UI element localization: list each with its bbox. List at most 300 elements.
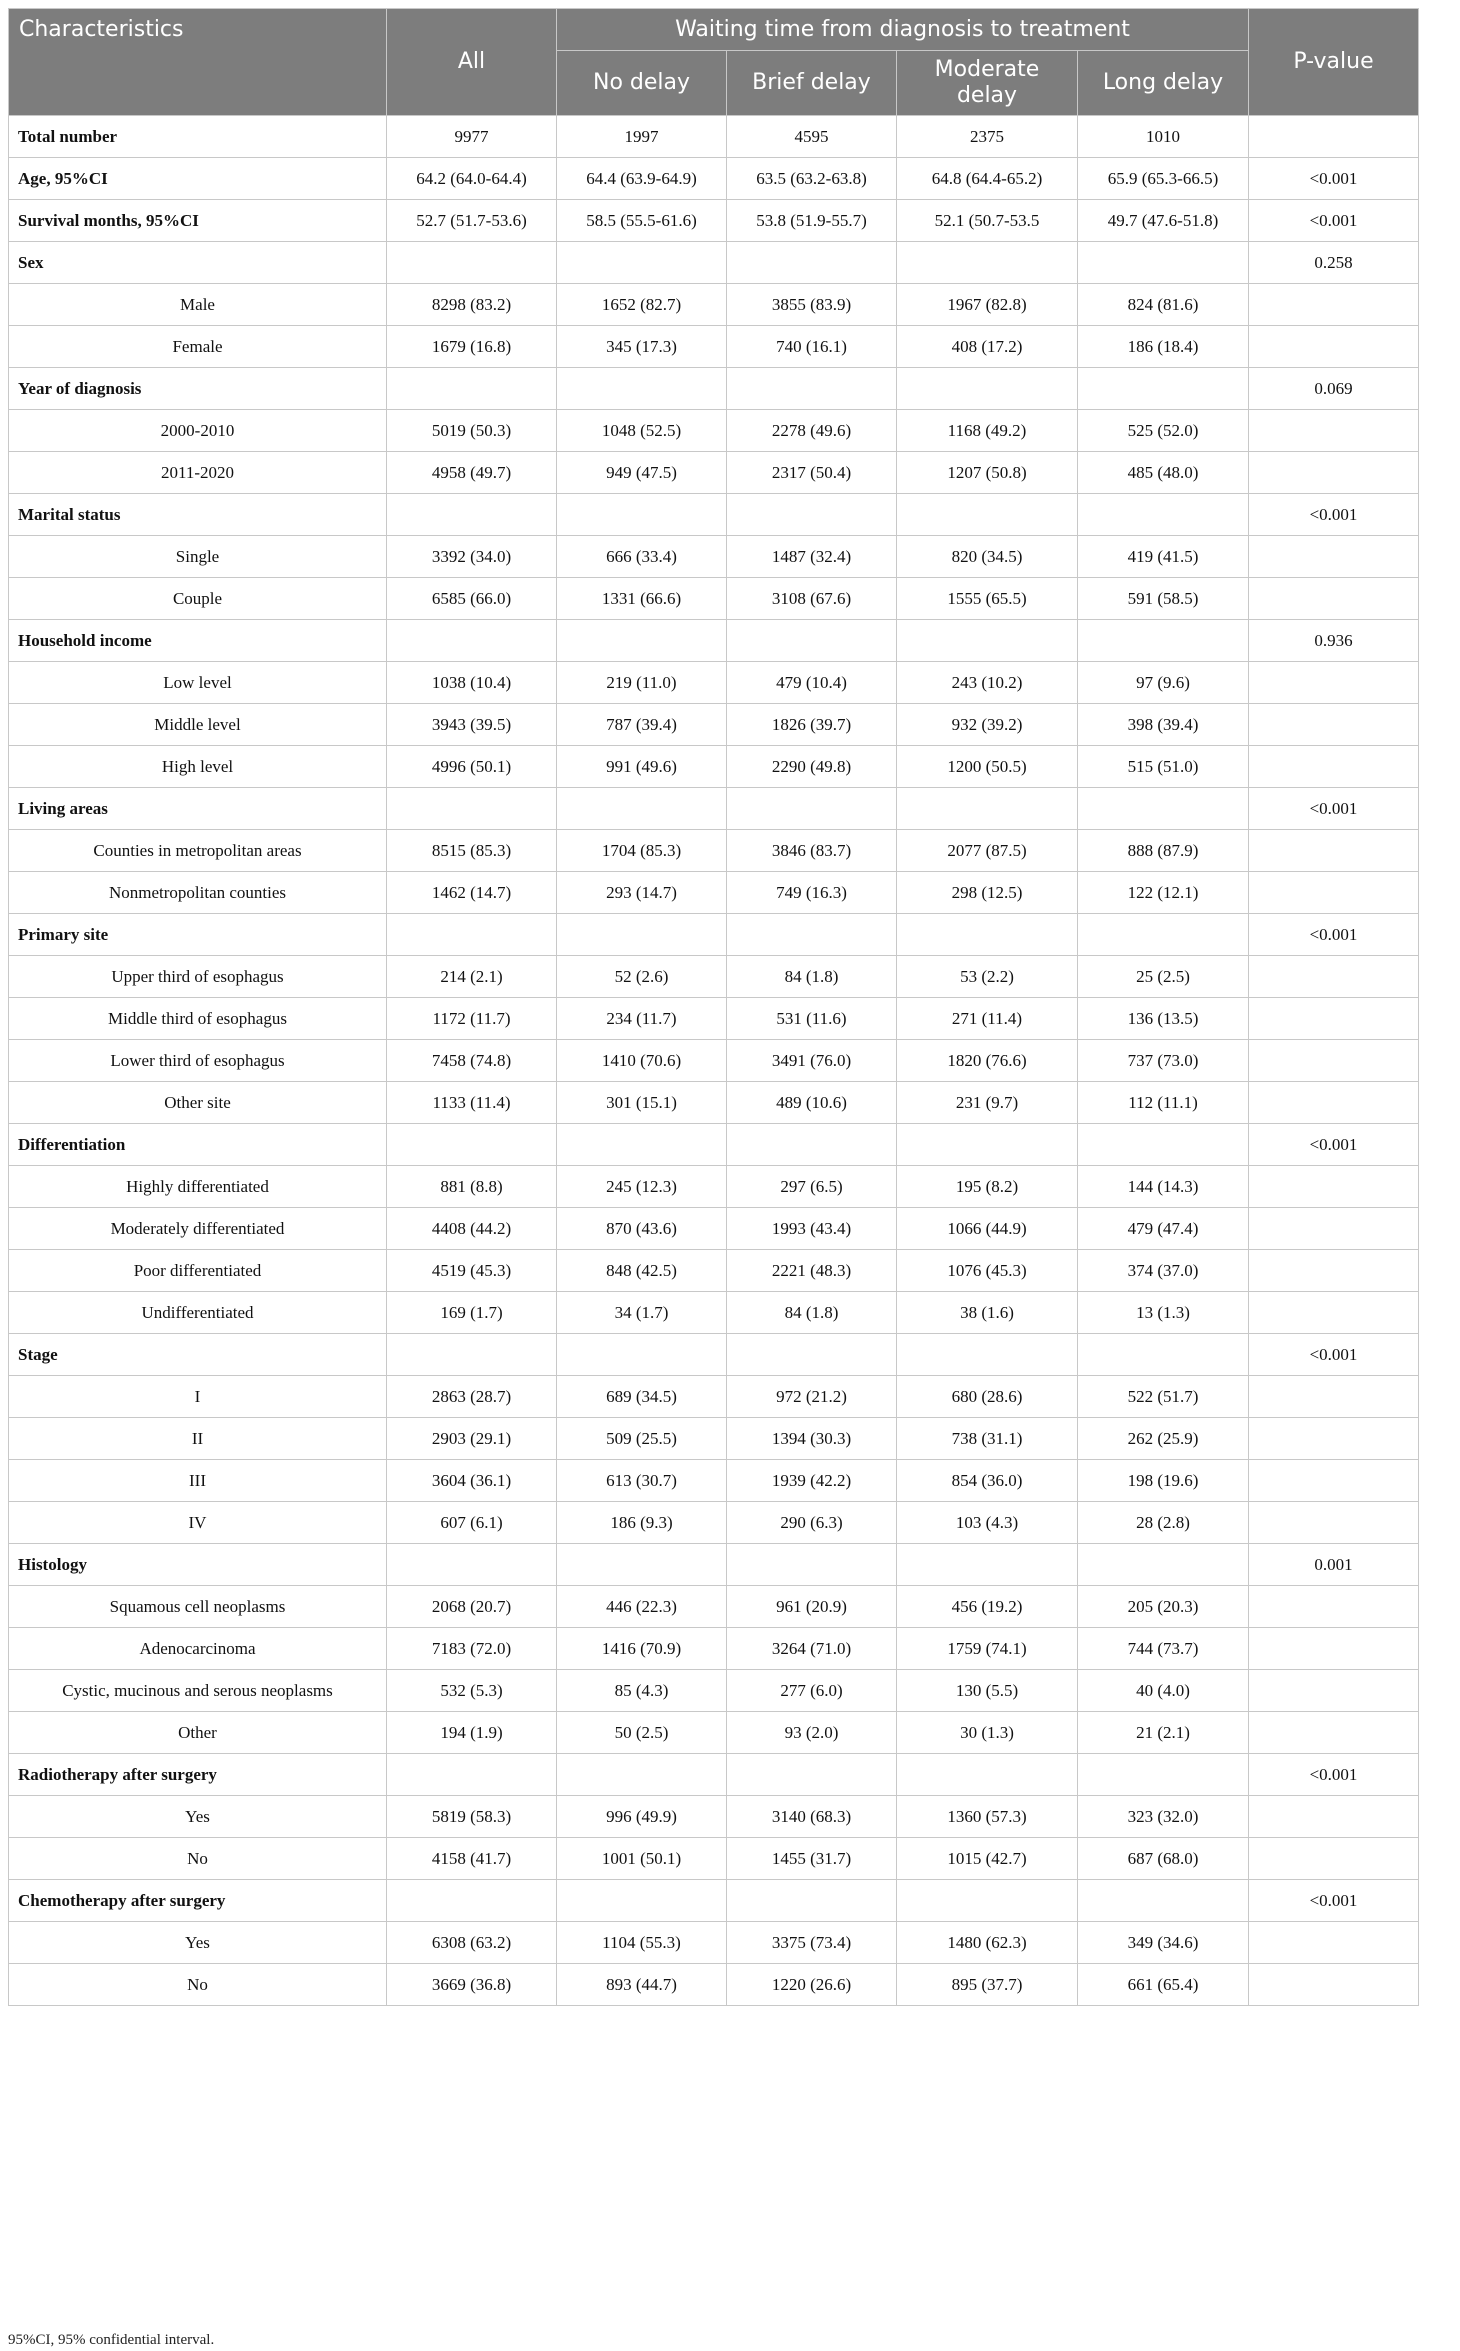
cell-moderate-delay: 738 (31.1) [897, 1418, 1078, 1460]
category-row [9, 242, 1419, 284]
header-waiting-time: Waiting time from diagnosis to treatment [557, 9, 1249, 51]
cell-long-delay: 205 (20.3) [1078, 1586, 1249, 1628]
cell-all: 4408 (44.2) [387, 1208, 557, 1250]
cell-all: 7183 (72.0) [387, 1628, 557, 1670]
row-label: No [9, 1964, 387, 2006]
category-row [9, 368, 1419, 410]
cell-all: 532 (5.3) [387, 1670, 557, 1712]
cell-long-delay: 13 (1.3) [1078, 1292, 1249, 1334]
cell-brief-delay: 290 (6.3) [727, 1502, 897, 1544]
cell-moderate-delay [897, 914, 1078, 956]
cell-no-delay: 50 (2.5) [557, 1712, 727, 1754]
cell-all [387, 914, 557, 956]
cell-p-value: <0.001 [1249, 1880, 1419, 1922]
cell-brief-delay [727, 494, 897, 536]
cell-no-delay: 689 (34.5) [557, 1376, 727, 1418]
subcategory-row [9, 998, 1419, 1040]
category-row [9, 914, 1419, 956]
cell-no-delay [557, 1754, 727, 1796]
cell-no-delay: 996 (49.9) [557, 1796, 727, 1838]
cell-p-value: <0.001 [1249, 914, 1419, 956]
cell-no-delay [557, 620, 727, 662]
cell-no-delay: 234 (11.7) [557, 998, 727, 1040]
cell-p-value [1249, 284, 1419, 326]
cell-brief-delay [727, 1124, 897, 1166]
cell-p-value: <0.001 [1249, 158, 1419, 200]
cell-p-value [1249, 704, 1419, 746]
cell-p-value [1249, 1040, 1419, 1082]
cell-all: 4158 (41.7) [387, 1838, 557, 1880]
cell-p-value [1249, 1250, 1419, 1292]
cell-p-value [1249, 452, 1419, 494]
category-row [9, 116, 1419, 158]
row-label: 2000-2010 [9, 410, 387, 452]
cell-moderate-delay [897, 242, 1078, 284]
cell-long-delay: 515 (51.0) [1078, 746, 1249, 788]
cell-all: 7458 (74.8) [387, 1040, 557, 1082]
cell-moderate-delay: 298 (12.5) [897, 872, 1078, 914]
category-row [9, 1124, 1419, 1166]
cell-no-delay: 52 (2.6) [557, 956, 727, 998]
cell-brief-delay: 3108 (67.6) [727, 578, 897, 620]
cell-moderate-delay: 895 (37.7) [897, 1964, 1078, 2006]
row-label: Moderately differentiated [9, 1208, 387, 1250]
cell-long-delay: 374 (37.0) [1078, 1250, 1249, 1292]
cell-p-value: <0.001 [1249, 200, 1419, 242]
cell-all: 169 (1.7) [387, 1292, 557, 1334]
cell-long-delay: 25 (2.5) [1078, 956, 1249, 998]
cell-p-value [1249, 1208, 1419, 1250]
cell-long-delay [1078, 1334, 1249, 1376]
cell-brief-delay: 3140 (68.3) [727, 1796, 897, 1838]
cell-all: 2903 (29.1) [387, 1418, 557, 1460]
cell-long-delay [1078, 914, 1249, 956]
subcategory-row [9, 1670, 1419, 1712]
category-row [9, 1334, 1419, 1376]
cell-moderate-delay: 130 (5.5) [897, 1670, 1078, 1712]
cell-moderate-delay [897, 1124, 1078, 1166]
cell-long-delay: 198 (19.6) [1078, 1460, 1249, 1502]
cell-all: 1462 (14.7) [387, 872, 557, 914]
cell-p-value [1249, 956, 1419, 998]
cell-moderate-delay: 1967 (82.8) [897, 284, 1078, 326]
subcategory-row [9, 956, 1419, 998]
subcategory-row [9, 536, 1419, 578]
cell-brief-delay [727, 1754, 897, 1796]
cell-moderate-delay: 195 (8.2) [897, 1166, 1078, 1208]
category-row [9, 494, 1419, 536]
cell-no-delay: 245 (12.3) [557, 1166, 727, 1208]
cell-p-value: <0.001 [1249, 1124, 1419, 1166]
cell-no-delay [557, 1124, 727, 1166]
cell-p-value [1249, 1586, 1419, 1628]
cell-all [387, 1880, 557, 1922]
cell-moderate-delay: 243 (10.2) [897, 662, 1078, 704]
cell-long-delay [1078, 368, 1249, 410]
cell-brief-delay: 3375 (73.4) [727, 1922, 897, 1964]
cell-long-delay: 112 (11.1) [1078, 1082, 1249, 1124]
cell-all: 1679 (16.8) [387, 326, 557, 368]
cell-all: 3669 (36.8) [387, 1964, 557, 2006]
row-label: Yes [9, 1922, 387, 1964]
subcategory-row [9, 1082, 1419, 1124]
cell-brief-delay: 2221 (48.3) [727, 1250, 897, 1292]
subcategory-row [9, 1838, 1419, 1880]
cell-moderate-delay: 103 (4.3) [897, 1502, 1078, 1544]
cell-no-delay: 1001 (50.1) [557, 1838, 727, 1880]
cell-brief-delay [727, 1334, 897, 1376]
header-all: All [387, 9, 557, 116]
cell-long-delay [1078, 494, 1249, 536]
cell-brief-delay: 93 (2.0) [727, 1712, 897, 1754]
cell-long-delay: 591 (58.5) [1078, 578, 1249, 620]
cell-moderate-delay: 1066 (44.9) [897, 1208, 1078, 1250]
row-label: Sex [9, 242, 387, 284]
subcategory-row [9, 1922, 1419, 1964]
cell-brief-delay: 3264 (71.0) [727, 1628, 897, 1670]
cell-brief-delay: 84 (1.8) [727, 956, 897, 998]
cell-p-value [1249, 1670, 1419, 1712]
subcategory-row [9, 452, 1419, 494]
cell-all [387, 620, 557, 662]
cell-all: 2863 (28.7) [387, 1376, 557, 1418]
cell-p-value [1249, 410, 1419, 452]
cell-p-value [1249, 1292, 1419, 1334]
subcategory-row [9, 872, 1419, 914]
row-label: Radiotherapy after surgery [9, 1754, 387, 1796]
cell-moderate-delay: 52.1 (50.7-53.5 [897, 200, 1078, 242]
cell-no-delay: 301 (15.1) [557, 1082, 727, 1124]
cell-all: 8515 (85.3) [387, 830, 557, 872]
cell-long-delay: 122 (12.1) [1078, 872, 1249, 914]
cell-moderate-delay [897, 1334, 1078, 1376]
cell-brief-delay: 1826 (39.7) [727, 704, 897, 746]
cell-moderate-delay [897, 1754, 1078, 1796]
row-label: Differentiation [9, 1124, 387, 1166]
cell-all: 881 (8.8) [387, 1166, 557, 1208]
cell-p-value [1249, 1376, 1419, 1418]
cell-all: 4996 (50.1) [387, 746, 557, 788]
category-row [9, 1754, 1419, 1796]
cell-no-delay: 219 (11.0) [557, 662, 727, 704]
cell-brief-delay: 3491 (76.0) [727, 1040, 897, 1082]
subcategory-row [9, 1628, 1419, 1670]
cell-all: 5819 (58.3) [387, 1796, 557, 1838]
row-label: Other [9, 1712, 387, 1754]
cell-all: 8298 (83.2) [387, 284, 557, 326]
header-no-delay: No delay [557, 51, 727, 116]
cell-moderate-delay: 1200 (50.5) [897, 746, 1078, 788]
cell-p-value: 0.001 [1249, 1544, 1419, 1586]
cell-moderate-delay: 1360 (57.3) [897, 1796, 1078, 1838]
cell-moderate-delay: 271 (11.4) [897, 998, 1078, 1040]
cell-long-delay: 262 (25.9) [1078, 1418, 1249, 1460]
cell-moderate-delay: 1759 (74.1) [897, 1628, 1078, 1670]
row-label: Single [9, 536, 387, 578]
cell-long-delay: 419 (41.5) [1078, 536, 1249, 578]
cell-long-delay: 737 (73.0) [1078, 1040, 1249, 1082]
cell-all: 1172 (11.7) [387, 998, 557, 1040]
cell-moderate-delay: 38 (1.6) [897, 1292, 1078, 1334]
cell-long-delay: 40 (4.0) [1078, 1670, 1249, 1712]
cell-moderate-delay: 680 (28.6) [897, 1376, 1078, 1418]
cell-brief-delay: 740 (16.1) [727, 326, 897, 368]
cell-brief-delay: 479 (10.4) [727, 662, 897, 704]
cell-all: 4519 (45.3) [387, 1250, 557, 1292]
cell-moderate-delay: 854 (36.0) [897, 1460, 1078, 1502]
cell-p-value [1249, 662, 1419, 704]
cell-long-delay [1078, 242, 1249, 284]
cell-brief-delay: 489 (10.6) [727, 1082, 897, 1124]
row-label: Histology [9, 1544, 387, 1586]
subcategory-row [9, 1460, 1419, 1502]
cell-moderate-delay: 408 (17.2) [897, 326, 1078, 368]
cell-moderate-delay: 64.8 (64.4-65.2) [897, 158, 1078, 200]
cell-long-delay [1078, 1880, 1249, 1922]
cell-no-delay: 949 (47.5) [557, 452, 727, 494]
row-label: Lower third of esophagus [9, 1040, 387, 1082]
cell-no-delay: 1104 (55.3) [557, 1922, 727, 1964]
cell-p-value [1249, 1964, 1419, 2006]
cell-brief-delay: 1487 (32.4) [727, 536, 897, 578]
subcategory-row [9, 1712, 1419, 1754]
row-label: Middle third of esophagus [9, 998, 387, 1040]
header-moderate-delay-line2: delay [956, 83, 1018, 108]
cell-all: 3943 (39.5) [387, 704, 557, 746]
cell-moderate-delay [897, 1880, 1078, 1922]
cell-moderate-delay: 932 (39.2) [897, 704, 1078, 746]
row-label: Age, 95%CI [9, 158, 387, 200]
cell-p-value [1249, 1628, 1419, 1670]
cell-brief-delay [727, 914, 897, 956]
cell-p-value [1249, 1922, 1419, 1964]
row-label: Other site [9, 1082, 387, 1124]
cell-all: 6308 (63.2) [387, 1922, 557, 1964]
cell-no-delay: 64.4 (63.9-64.9) [557, 158, 727, 200]
row-label: Couple [9, 578, 387, 620]
cell-no-delay: 1652 (82.7) [557, 284, 727, 326]
cell-long-delay [1078, 1754, 1249, 1796]
cell-long-delay: 49.7 (47.6-51.8) [1078, 200, 1249, 242]
row-label: Year of diagnosis [9, 368, 387, 410]
row-label: Adenocarcinoma [9, 1628, 387, 1670]
cell-brief-delay: 1394 (30.3) [727, 1418, 897, 1460]
cell-long-delay: 525 (52.0) [1078, 410, 1249, 452]
cell-brief-delay [727, 242, 897, 284]
cell-p-value: 0.069 [1249, 368, 1419, 410]
header-brief-delay: Brief delay [727, 51, 897, 116]
cell-all: 9977 [387, 116, 557, 158]
cell-moderate-delay [897, 1544, 1078, 1586]
cell-all [387, 1754, 557, 1796]
cell-p-value [1249, 1502, 1419, 1544]
cell-p-value [1249, 1712, 1419, 1754]
cell-brief-delay: 3855 (83.9) [727, 284, 897, 326]
cell-all: 607 (6.1) [387, 1502, 557, 1544]
cell-no-delay: 446 (22.3) [557, 1586, 727, 1628]
cell-brief-delay: 749 (16.3) [727, 872, 897, 914]
cell-moderate-delay [897, 368, 1078, 410]
row-label: Chemotherapy after surgery [9, 1880, 387, 1922]
cell-moderate-delay [897, 494, 1078, 536]
cell-long-delay: 136 (13.5) [1078, 998, 1249, 1040]
row-label: I [9, 1376, 387, 1418]
cell-long-delay: 21 (2.1) [1078, 1712, 1249, 1754]
cell-p-value [1249, 1418, 1419, 1460]
row-label: Counties in metropolitan areas [9, 830, 387, 872]
cell-brief-delay: 53.8 (51.9-55.7) [727, 200, 897, 242]
cell-no-delay: 666 (33.4) [557, 536, 727, 578]
row-label: Squamous cell neoplasms [9, 1586, 387, 1628]
cell-all: 1133 (11.4) [387, 1082, 557, 1124]
cell-p-value [1249, 998, 1419, 1040]
row-label: Primary site [9, 914, 387, 956]
cell-moderate-delay: 53 (2.2) [897, 956, 1078, 998]
cell-no-delay [557, 242, 727, 284]
cell-moderate-delay: 1820 (76.6) [897, 1040, 1078, 1082]
table-footnote: 95%CI, 95% confidential interval. [8, 2332, 215, 2348]
cell-all: 4958 (49.7) [387, 452, 557, 494]
cell-moderate-delay: 456 (19.2) [897, 1586, 1078, 1628]
cell-all: 64.2 (64.0-64.4) [387, 158, 557, 200]
cell-brief-delay: 1455 (31.7) [727, 1838, 897, 1880]
subcategory-row [9, 410, 1419, 452]
cell-brief-delay: 1993 (43.4) [727, 1208, 897, 1250]
cell-no-delay: 991 (49.6) [557, 746, 727, 788]
cell-brief-delay: 961 (20.9) [727, 1586, 897, 1628]
cell-p-value [1249, 1838, 1419, 1880]
cell-brief-delay: 4595 [727, 116, 897, 158]
row-label: IV [9, 1502, 387, 1544]
header-long-delay: Long delay [1078, 51, 1249, 116]
category-row [9, 1880, 1419, 1922]
row-label: Female [9, 326, 387, 368]
cell-moderate-delay [897, 620, 1078, 662]
cell-all: 3604 (36.1) [387, 1460, 557, 1502]
subcategory-row [9, 1796, 1419, 1838]
cell-all [387, 788, 557, 830]
row-label: No [9, 1838, 387, 1880]
row-label: Undifferentiated [9, 1292, 387, 1334]
cell-long-delay: 144 (14.3) [1078, 1166, 1249, 1208]
cell-long-delay: 479 (47.4) [1078, 1208, 1249, 1250]
cell-no-delay [557, 1544, 727, 1586]
cell-all: 5019 (50.3) [387, 410, 557, 452]
cell-all [387, 1334, 557, 1376]
category-row [9, 788, 1419, 830]
cell-no-delay: 870 (43.6) [557, 1208, 727, 1250]
cell-no-delay: 85 (4.3) [557, 1670, 727, 1712]
cell-p-value: <0.001 [1249, 1754, 1419, 1796]
cell-no-delay: 345 (17.3) [557, 326, 727, 368]
cell-all: 52.7 (51.7-53.6) [387, 200, 557, 242]
row-label: Total number [9, 116, 387, 158]
cell-no-delay: 1416 (70.9) [557, 1628, 727, 1670]
cell-p-value [1249, 1460, 1419, 1502]
cell-no-delay: 787 (39.4) [557, 704, 727, 746]
cell-all: 6585 (66.0) [387, 578, 557, 620]
cell-no-delay: 293 (14.7) [557, 872, 727, 914]
cell-long-delay: 888 (87.9) [1078, 830, 1249, 872]
baseline-characteristics-table [8, 8, 1419, 2006]
cell-long-delay: 661 (65.4) [1078, 1964, 1249, 2006]
cell-no-delay: 893 (44.7) [557, 1964, 727, 2006]
cell-moderate-delay: 1207 (50.8) [897, 452, 1078, 494]
row-label: Male [9, 284, 387, 326]
cell-all: 214 (2.1) [387, 956, 557, 998]
cell-p-value [1249, 116, 1419, 158]
cell-no-delay [557, 1334, 727, 1376]
row-label: 2011-2020 [9, 452, 387, 494]
row-label: Upper third of esophagus [9, 956, 387, 998]
cell-p-value: 0.258 [1249, 242, 1419, 284]
subcategory-row [9, 1376, 1419, 1418]
subcategory-row [9, 746, 1419, 788]
subcategory-row [9, 1586, 1419, 1628]
cell-all: 1038 (10.4) [387, 662, 557, 704]
cell-moderate-delay: 820 (34.5) [897, 536, 1078, 578]
subcategory-row [9, 1502, 1419, 1544]
cell-moderate-delay: 1555 (65.5) [897, 578, 1078, 620]
cell-brief-delay: 277 (6.0) [727, 1670, 897, 1712]
row-label: High level [9, 746, 387, 788]
header-moderate-delay-line1: Moderate [934, 57, 1040, 82]
subcategory-row [9, 1250, 1419, 1292]
cell-all [387, 1124, 557, 1166]
cell-long-delay: 323 (32.0) [1078, 1796, 1249, 1838]
cell-no-delay [557, 788, 727, 830]
cell-long-delay: 398 (39.4) [1078, 704, 1249, 746]
cell-no-delay: 1704 (85.3) [557, 830, 727, 872]
cell-brief-delay: 2290 (49.8) [727, 746, 897, 788]
cell-no-delay: 58.5 (55.5-61.6) [557, 200, 727, 242]
cell-long-delay: 1010 [1078, 116, 1249, 158]
cell-no-delay: 509 (25.5) [557, 1418, 727, 1460]
cell-long-delay: 28 (2.8) [1078, 1502, 1249, 1544]
cell-all [387, 494, 557, 536]
cell-brief-delay: 2317 (50.4) [727, 452, 897, 494]
cell-moderate-delay: 2077 (87.5) [897, 830, 1078, 872]
cell-no-delay [557, 494, 727, 536]
row-label: Poor differentiated [9, 1250, 387, 1292]
cell-all: 194 (1.9) [387, 1712, 557, 1754]
cell-all [387, 368, 557, 410]
cell-p-value [1249, 872, 1419, 914]
cell-no-delay: 34 (1.7) [557, 1292, 727, 1334]
cell-brief-delay: 297 (6.5) [727, 1166, 897, 1208]
row-label: Marital status [9, 494, 387, 536]
cell-all [387, 1544, 557, 1586]
cell-p-value [1249, 746, 1419, 788]
cell-p-value [1249, 326, 1419, 368]
cell-no-delay: 186 (9.3) [557, 1502, 727, 1544]
cell-moderate-delay: 30 (1.3) [897, 1712, 1078, 1754]
cell-p-value: <0.001 [1249, 494, 1419, 536]
cell-p-value [1249, 536, 1419, 578]
cell-p-value [1249, 1082, 1419, 1124]
subcategory-row [9, 578, 1419, 620]
subcategory-row [9, 326, 1419, 368]
cell-brief-delay: 1939 (42.2) [727, 1460, 897, 1502]
row-label: III [9, 1460, 387, 1502]
cell-brief-delay [727, 368, 897, 410]
cell-long-delay [1078, 1544, 1249, 1586]
cell-p-value [1249, 1166, 1419, 1208]
cell-moderate-delay [897, 788, 1078, 830]
cell-moderate-delay: 1076 (45.3) [897, 1250, 1078, 1292]
cell-brief-delay [727, 1880, 897, 1922]
cell-brief-delay: 972 (21.2) [727, 1376, 897, 1418]
